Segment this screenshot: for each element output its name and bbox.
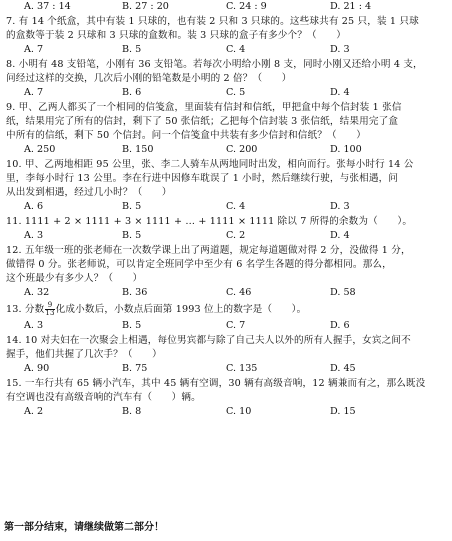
question-line: 握手，他们共握了几次手？（ ） [6, 349, 162, 360]
question-8 [6, 58, 448, 100]
question-line: 从出发到相遇，经过几小时？（ ） [6, 187, 172, 198]
option-c: C. 4 [226, 201, 246, 212]
option-a: A. 6 [24, 201, 44, 212]
question-prefix: 13. 分数 [6, 304, 45, 315]
question-line: 8. 小明有 48 支铅笔，小刚有 36 支铅笔。若每次小明给小刚 8 支，同时小刚又还给小明 4 支， [6, 59, 423, 70]
option-a: A. 250 [24, 144, 56, 155]
question-12 [6, 244, 448, 300]
question-line [6, 301, 448, 319]
option-d: D. 3 [330, 44, 350, 55]
option-d: D. 15 [330, 406, 356, 417]
option-c: C. 46 [226, 287, 252, 298]
option-b: B. 6 [122, 87, 142, 98]
question-7 [6, 15, 448, 57]
option-c: C. 200 [226, 144, 258, 155]
fraction-numerator: 9 [45, 302, 54, 310]
question-line: 12. 五年级一班的张老师在一次数学课上出了两道题，规定每道题做对得 2 分，没做得 1 分， [6, 245, 411, 256]
option-b: B. 27 : 20 [122, 1, 169, 12]
options-row [6, 229, 448, 243]
options-row [6, 319, 448, 333]
option-d: D. 58 [330, 287, 356, 298]
option-c: C. 5 [226, 87, 246, 98]
option-d: D. 45 [330, 363, 356, 374]
option-a: A. 2 [24, 406, 44, 417]
question-line: 做错得 0 分。张老师说，可以肯定全班同学中至少有 6 名学生各题的得分都相同。那么， [6, 259, 392, 270]
options-row [6, 362, 448, 376]
option-c: C. 10 [226, 406, 252, 417]
question-line: 15. 一车行共有 65 辆小汽车，其中 45 辆有空调，30 辆有高级音响，12 辆兼而有之，那么既没 [6, 378, 426, 389]
option-a: A. 3 [24, 320, 44, 331]
question-9 [6, 101, 448, 157]
option-d: D. 4 [330, 230, 350, 241]
question-10 [6, 158, 448, 214]
option-d: D. 4 [330, 87, 350, 98]
options-row [6, 43, 448, 57]
option-c: C. 4 [226, 44, 246, 55]
question-13 [6, 301, 448, 333]
option-b: B. 8 [122, 406, 142, 417]
options-row [6, 286, 448, 300]
options-row [6, 86, 448, 100]
question-line: 里，李每小时行 13 公里。李在行进中因修车耽误了 1 小时，然后继续行驶，与张相遇，问 [6, 173, 399, 184]
section-end-note: 第一部分结束，请继续做第二部分！ [4, 522, 164, 533]
question-line: 有空调也没有高级音响的汽车有（ ）辆。 [6, 392, 201, 403]
option-d: D. 6 [330, 320, 350, 331]
question-line: 中所有的信纸，剩下 50 个信封。问一个信笺盒中共装有多少信封和信纸？（ ） [6, 130, 366, 141]
question-line: 这个班最少有多少人？（ ） [6, 273, 143, 284]
option-d: D. 21 : 4 [330, 1, 372, 12]
question-line: 纸，结果用完了所有的信封，剩下了 50 张信纸；乙把每个信封装 3 张信纸，结果用完了盒 [6, 116, 399, 127]
fraction [45, 302, 54, 317]
question-14 [6, 334, 448, 376]
option-a: A. 32 [24, 287, 50, 298]
option-d: D. 3 [330, 201, 350, 212]
question-11 [6, 215, 448, 243]
option-b: B. 5 [122, 44, 142, 55]
option-b: B. 5 [122, 320, 142, 331]
options-row-prev [6, 0, 448, 14]
option-b: B. 36 [122, 287, 148, 298]
option-d: D. 100 [330, 144, 362, 155]
option-c: C. 135 [226, 363, 258, 374]
options-row [6, 200, 448, 214]
option-c: C. 24 : 9 [226, 1, 267, 12]
option-c: C. 7 [226, 320, 246, 331]
option-b: B. 75 [122, 363, 148, 374]
option-c: C. 2 [226, 230, 246, 241]
question-line: 的盒数等于装 2 只球和 3 只球的盒数和。装 3 只球的盒子有多少个？（ ） [6, 30, 347, 41]
question-suffix: 化成小数后，小数点后面第 1993 位上的数字是（ ）。 [55, 304, 307, 315]
question-line: 11. 1111 + 2 × 1111 + 3 × 1111 + … + 1111 × 1111 除以 7 所得的余数为（ ）。 [6, 216, 413, 227]
question-line: 9. 甲、乙两人都买了一个相同的信笺盒，里面装有信封和信纸，甲把盒中每个信封装 1 张信 [6, 102, 402, 113]
fraction-denominator: 13 [45, 309, 55, 317]
question-line: 问经过这样的交换，几次后小刚的铅笔数是小明的 2 倍？（ ） [6, 73, 292, 84]
question-line: 14. 10 对夫妇在一次聚会上相遇，每位男宾都与除了自己夫人以外的所有人握手，女宾之间不 [6, 335, 411, 346]
option-b: B. 150 [122, 144, 154, 155]
option-a: A. 37 : 14 [24, 1, 71, 12]
options-row [6, 143, 448, 157]
question-15 [6, 377, 448, 419]
option-a: A. 3 [24, 230, 44, 241]
question-line: 10. 甲、乙两地相距 95 公里，张、李二人骑车从两地同时出发，相向而行。张每小时行 14 公 [6, 159, 414, 170]
option-a: A. 7 [24, 87, 44, 98]
options-row [6, 405, 448, 419]
option-a: A. 90 [24, 363, 50, 374]
option-b: B. 5 [122, 201, 142, 212]
option-a: A. 7 [24, 44, 44, 55]
question-line: 7. 有 14 个纸盒，其中有装 1 只球的，也有装 2 只和 3 只球的。这些球共有 25 只，装 1 只球 [6, 16, 419, 27]
option-b: B. 5 [122, 230, 142, 241]
